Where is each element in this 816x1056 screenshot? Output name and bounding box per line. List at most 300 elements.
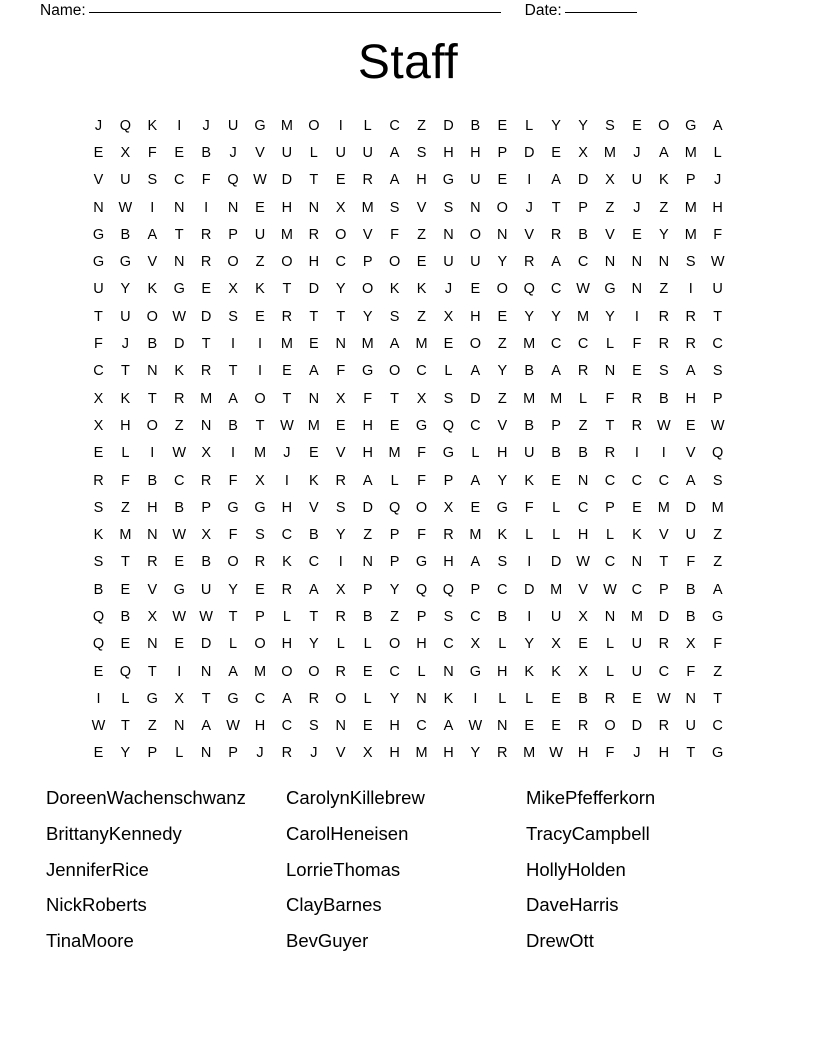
- grid-cell[interactable]: T: [255, 417, 265, 434]
- grid-cell[interactable]: A: [551, 254, 561, 271]
- grid-cell[interactable]: O: [281, 663, 293, 680]
- grid-cell[interactable]: C: [254, 690, 266, 707]
- grid-cell[interactable]: S: [335, 499, 346, 516]
- grid-cell[interactable]: X: [551, 636, 561, 653]
- grid-cell[interactable]: P: [416, 608, 427, 625]
- grid-cell[interactable]: P: [389, 554, 400, 571]
- grid-cell[interactable]: G: [469, 663, 481, 680]
- grid-cell[interactable]: Y: [120, 745, 131, 762]
- grid-cell[interactable]: E: [632, 499, 642, 516]
- grid-cell[interactable]: T: [228, 363, 238, 380]
- grid-cell[interactable]: X: [578, 144, 588, 161]
- grid-cell[interactable]: U: [93, 281, 104, 298]
- grid-cell[interactable]: V: [605, 226, 615, 243]
- grid-cell[interactable]: V: [335, 745, 346, 762]
- grid-cell[interactable]: C: [631, 581, 643, 598]
- grid-cell[interactable]: C: [658, 663, 670, 680]
- grid-cell[interactable]: U: [362, 144, 373, 161]
- grid-cell[interactable]: F: [713, 636, 723, 653]
- grid-cell[interactable]: G: [604, 281, 616, 298]
- grid-cell[interactable]: H: [120, 417, 131, 434]
- grid-cell[interactable]: O: [496, 199, 508, 216]
- grid-cell[interactable]: T: [174, 226, 184, 243]
- grid-cell[interactable]: P: [362, 254, 373, 271]
- grid-cell[interactable]: M: [684, 144, 697, 161]
- grid-cell[interactable]: D: [470, 390, 481, 407]
- grid-cell[interactable]: R: [631, 417, 643, 434]
- grid-cell[interactable]: W: [280, 417, 294, 434]
- grid-cell[interactable]: F: [94, 336, 103, 353]
- grid-cell[interactable]: M: [388, 445, 401, 462]
- grid-cell[interactable]: W: [172, 527, 187, 544]
- grid-cell[interactable]: H: [389, 718, 400, 735]
- grid-cell[interactable]: C: [712, 336, 723, 353]
- grid-cell[interactable]: N: [497, 226, 508, 243]
- grid-cell[interactable]: H: [254, 718, 266, 735]
- grid-cell[interactable]: B: [578, 226, 588, 243]
- grid-cell[interactable]: Q: [523, 281, 535, 298]
- grid-cell[interactable]: L: [229, 636, 238, 653]
- grid-cell[interactable]: S: [309, 718, 319, 735]
- word-list-item[interactable]: DaveHarris: [526, 894, 619, 916]
- grid-cell[interactable]: J: [525, 199, 533, 216]
- grid-cell[interactable]: H: [577, 745, 589, 762]
- grid-cell[interactable]: E: [470, 499, 481, 516]
- grid-cell[interactable]: V: [147, 581, 158, 598]
- grid-cell[interactable]: A: [389, 336, 400, 353]
- grid-cell[interactable]: P: [228, 745, 238, 762]
- grid-cell[interactable]: Q: [119, 117, 132, 134]
- grid-cell[interactable]: B: [578, 445, 588, 462]
- grid-cell[interactable]: J: [310, 745, 318, 762]
- grid-cell[interactable]: X: [416, 390, 427, 407]
- grid-cell[interactable]: H: [416, 172, 427, 189]
- grid-cell[interactable]: M: [684, 226, 697, 243]
- grid-cell[interactable]: L: [121, 690, 130, 707]
- grid-cell[interactable]: A: [309, 581, 319, 598]
- grid-cell[interactable]: E: [497, 172, 508, 189]
- grid-cell[interactable]: R: [200, 363, 212, 380]
- grid-cell[interactable]: H: [712, 199, 723, 216]
- grid-cell[interactable]: C: [281, 527, 293, 544]
- grid-cell[interactable]: W: [172, 608, 187, 625]
- grid-cell[interactable]: Z: [713, 527, 723, 544]
- grid-cell[interactable]: F: [147, 144, 157, 161]
- grid-cell[interactable]: U: [443, 254, 454, 271]
- grid-cell[interactable]: N: [147, 636, 158, 653]
- grid-cell[interactable]: C: [173, 472, 185, 489]
- grid-cell[interactable]: N: [416, 690, 427, 707]
- grid-cell[interactable]: X: [174, 690, 185, 707]
- grid-cell[interactable]: M: [200, 390, 213, 407]
- grid-cell[interactable]: N: [173, 254, 185, 271]
- grid-cell[interactable]: H: [362, 417, 373, 434]
- grid-cell[interactable]: H: [389, 745, 400, 762]
- grid-cell[interactable]: G: [119, 254, 132, 271]
- grid-cell[interactable]: L: [282, 608, 291, 625]
- grid-cell[interactable]: E: [578, 636, 588, 653]
- grid-cell[interactable]: Z: [417, 226, 426, 243]
- grid-cell[interactable]: A: [362, 472, 373, 489]
- grid-cell[interactable]: C: [281, 718, 293, 735]
- grid-cell[interactable]: K: [524, 663, 535, 680]
- grid-cell[interactable]: Y: [551, 117, 561, 134]
- grid-cell[interactable]: Z: [147, 718, 157, 735]
- grid-cell[interactable]: T: [659, 554, 669, 571]
- grid-cell[interactable]: C: [443, 636, 454, 653]
- grid-cell[interactable]: Z: [363, 527, 373, 544]
- grid-cell[interactable]: K: [147, 281, 158, 298]
- grid-cell[interactable]: J: [714, 172, 722, 189]
- grid-cell[interactable]: Q: [712, 445, 724, 462]
- grid-cell[interactable]: M: [684, 199, 697, 216]
- grid-cell[interactable]: B: [685, 581, 696, 598]
- grid-cell[interactable]: R: [281, 308, 293, 325]
- grid-cell[interactable]: P: [362, 581, 373, 598]
- grid-cell[interactable]: O: [308, 117, 320, 134]
- grid-cell[interactable]: Y: [389, 581, 400, 598]
- grid-cell[interactable]: C: [604, 472, 616, 489]
- grid-cell[interactable]: U: [227, 117, 239, 134]
- grid-cell[interactable]: L: [363, 117, 372, 134]
- grid-cell[interactable]: F: [336, 363, 346, 380]
- grid-cell[interactable]: N: [173, 199, 185, 216]
- grid-cell[interactable]: X: [605, 172, 615, 189]
- grid-cell[interactable]: T: [94, 308, 103, 325]
- grid-cell[interactable]: O: [335, 226, 347, 243]
- grid-cell[interactable]: E: [309, 445, 319, 462]
- grid-cell[interactable]: E: [255, 308, 265, 325]
- grid-cell[interactable]: K: [551, 663, 561, 680]
- grid-cell[interactable]: J: [256, 745, 264, 762]
- grid-cell[interactable]: Q: [92, 636, 105, 653]
- grid-cell[interactable]: E: [685, 417, 696, 434]
- grid-cell[interactable]: E: [255, 199, 265, 216]
- grid-cell[interactable]: L: [713, 144, 722, 161]
- grid-cell[interactable]: D: [550, 554, 562, 571]
- grid-cell[interactable]: W: [199, 608, 213, 625]
- word-list-item[interactable]: MikePfefferkorn: [526, 787, 656, 808]
- grid-cell[interactable]: U: [685, 718, 696, 735]
- grid-cell[interactable]: D: [443, 117, 454, 134]
- grid-cell[interactable]: X: [255, 472, 265, 489]
- grid-cell[interactable]: C: [389, 663, 400, 680]
- grid-cell[interactable]: U: [335, 144, 346, 161]
- grid-cell[interactable]: R: [577, 363, 589, 380]
- grid-cell[interactable]: K: [93, 527, 104, 544]
- grid-cell[interactable]: K: [120, 390, 131, 407]
- grid-cell[interactable]: S: [443, 390, 454, 407]
- grid-cell[interactable]: R: [335, 608, 346, 625]
- grid-cell[interactable]: C: [550, 281, 562, 298]
- grid-cell[interactable]: K: [255, 281, 265, 298]
- grid-cell[interactable]: M: [119, 527, 132, 544]
- grid-cell[interactable]: Y: [470, 745, 481, 762]
- grid-cell[interactable]: I: [634, 308, 639, 325]
- grid-cell[interactable]: T: [282, 390, 292, 407]
- grid-cell[interactable]: P: [712, 390, 723, 407]
- grid-cell[interactable]: L: [498, 690, 507, 707]
- grid-cell[interactable]: K: [389, 281, 400, 298]
- grid-cell[interactable]: N: [200, 417, 212, 434]
- grid-cell[interactable]: G: [173, 281, 185, 298]
- grid-cell[interactable]: D: [200, 636, 212, 653]
- grid-cell[interactable]: U: [254, 226, 266, 243]
- grid-cell[interactable]: V: [93, 172, 104, 189]
- grid-cell[interactable]: R: [604, 690, 616, 707]
- grid-cell[interactable]: Q: [119, 663, 132, 680]
- name-write-line[interactable]: [89, 12, 501, 13]
- grid-cell[interactable]: G: [227, 499, 239, 516]
- grid-cell[interactable]: T: [309, 172, 319, 189]
- grid-cell[interactable]: Y: [524, 636, 535, 653]
- grid-cell[interactable]: H: [470, 308, 481, 325]
- grid-cell[interactable]: Z: [578, 417, 588, 434]
- grid-cell[interactable]: R: [200, 226, 212, 243]
- grid-cell[interactable]: A: [470, 363, 481, 380]
- grid-cell[interactable]: S: [658, 363, 669, 380]
- grid-cell[interactable]: A: [712, 117, 723, 134]
- grid-cell[interactable]: V: [335, 445, 346, 462]
- grid-cell[interactable]: W: [549, 745, 563, 762]
- grid-cell[interactable]: A: [228, 663, 238, 680]
- grid-cell[interactable]: C: [308, 554, 320, 571]
- grid-cell[interactable]: L: [471, 445, 480, 462]
- grid-cell[interactable]: T: [201, 690, 211, 707]
- grid-cell[interactable]: F: [417, 527, 426, 544]
- grid-cell[interactable]: M: [657, 499, 670, 516]
- grid-cell[interactable]: D: [173, 336, 185, 353]
- grid-cell[interactable]: J: [283, 445, 291, 462]
- grid-cell[interactable]: F: [524, 499, 534, 516]
- grid-cell[interactable]: B: [470, 117, 481, 134]
- grid-cell[interactable]: Y: [362, 308, 373, 325]
- grid-cell[interactable]: S: [228, 308, 238, 325]
- grid-cell[interactable]: E: [524, 718, 535, 735]
- grid-cell[interactable]: P: [497, 144, 508, 161]
- grid-cell[interactable]: M: [469, 527, 482, 544]
- grid-cell[interactable]: G: [712, 608, 724, 625]
- grid-cell[interactable]: V: [578, 581, 588, 598]
- grid-cell[interactable]: T: [309, 608, 319, 625]
- grid-cell[interactable]: Q: [227, 172, 239, 189]
- grid-cell[interactable]: X: [470, 636, 481, 653]
- grid-cell[interactable]: S: [712, 363, 723, 380]
- grid-cell[interactable]: R: [685, 308, 696, 325]
- grid-cell[interactable]: B: [497, 608, 508, 625]
- grid-cell[interactable]: K: [524, 472, 535, 489]
- grid-cell[interactable]: F: [120, 472, 130, 489]
- grid-cell[interactable]: N: [335, 718, 346, 735]
- grid-cell[interactable]: T: [605, 417, 615, 434]
- grid-cell[interactable]: D: [362, 499, 373, 516]
- grid-cell[interactable]: J: [94, 117, 103, 134]
- grid-cell[interactable]: Y: [228, 581, 238, 598]
- grid-cell[interactable]: U: [120, 172, 131, 189]
- word-list-item[interactable]: BrittanyKennedy: [46, 822, 182, 844]
- grid-cell[interactable]: N: [470, 199, 481, 216]
- grid-cell[interactable]: Y: [497, 254, 508, 271]
- grid-cell[interactable]: X: [201, 445, 211, 462]
- grid-cell[interactable]: T: [309, 308, 319, 325]
- grid-cell[interactable]: A: [551, 363, 561, 380]
- grid-cell[interactable]: T: [147, 390, 157, 407]
- grid-cell[interactable]: Z: [659, 199, 669, 216]
- grid-cell[interactable]: R: [281, 745, 293, 762]
- grid-cell[interactable]: N: [93, 199, 104, 216]
- grid-cell[interactable]: O: [146, 417, 158, 434]
- grid-cell[interactable]: O: [308, 663, 320, 680]
- grid-cell[interactable]: S: [389, 199, 400, 216]
- grid-cell[interactable]: M: [523, 745, 536, 762]
- grid-cell[interactable]: O: [469, 336, 481, 353]
- grid-cell[interactable]: K: [282, 554, 292, 571]
- grid-cell[interactable]: P: [147, 745, 158, 762]
- grid-cell[interactable]: J: [121, 336, 129, 353]
- word-list-item[interactable]: CarolynKillebrew: [286, 787, 425, 808]
- grid-cell[interactable]: L: [121, 445, 130, 462]
- grid-cell[interactable]: L: [525, 117, 534, 134]
- grid-cell[interactable]: A: [712, 581, 723, 598]
- grid-cell[interactable]: N: [604, 363, 616, 380]
- grid-cell[interactable]: V: [255, 144, 265, 161]
- grid-cell[interactable]: O: [658, 117, 670, 134]
- grid-cell[interactable]: A: [685, 472, 696, 489]
- grid-cell[interactable]: U: [685, 527, 696, 544]
- grid-cell[interactable]: N: [631, 281, 643, 298]
- grid-cell[interactable]: F: [390, 226, 400, 243]
- grid-cell[interactable]: M: [711, 499, 724, 516]
- grid-cell[interactable]: L: [579, 390, 588, 407]
- grid-cell[interactable]: S: [93, 499, 104, 516]
- grid-cell[interactable]: M: [361, 336, 374, 353]
- grid-cell[interactable]: R: [308, 226, 320, 243]
- grid-cell[interactable]: G: [712, 745, 724, 762]
- grid-cell[interactable]: E: [551, 472, 561, 489]
- grid-cell[interactable]: V: [362, 226, 373, 243]
- grid-cell[interactable]: R: [658, 718, 670, 735]
- grid-cell[interactable]: I: [284, 472, 289, 489]
- grid-cell[interactable]: G: [146, 690, 158, 707]
- grid-cell[interactable]: G: [685, 117, 697, 134]
- grid-cell[interactable]: A: [685, 363, 696, 380]
- grid-cell[interactable]: D: [523, 144, 535, 161]
- grid-cell[interactable]: F: [228, 472, 238, 489]
- grid-cell[interactable]: L: [552, 499, 561, 516]
- grid-cell[interactable]: H: [362, 445, 373, 462]
- grid-cell[interactable]: P: [551, 417, 561, 434]
- grid-cell[interactable]: R: [443, 527, 454, 544]
- grid-cell[interactable]: E: [551, 718, 561, 735]
- grid-cell[interactable]: V: [147, 254, 158, 271]
- grid-cell[interactable]: E: [255, 581, 265, 598]
- grid-cell[interactable]: J: [444, 281, 453, 298]
- grid-cell[interactable]: G: [227, 690, 239, 707]
- grid-cell[interactable]: B: [362, 608, 373, 625]
- grid-cell[interactable]: C: [173, 172, 185, 189]
- grid-cell[interactable]: E: [497, 308, 508, 325]
- grid-cell[interactable]: N: [604, 608, 616, 625]
- word-list-item[interactable]: CarolHeneisen: [286, 822, 409, 844]
- grid-cell[interactable]: J: [633, 144, 641, 161]
- grid-cell[interactable]: I: [661, 445, 666, 462]
- grid-cell[interactable]: O: [362, 281, 374, 298]
- grid-cell[interactable]: G: [254, 499, 266, 516]
- grid-cell[interactable]: R: [658, 336, 670, 353]
- grid-cell[interactable]: Z: [605, 199, 615, 216]
- grid-cell[interactable]: I: [338, 554, 343, 571]
- grid-cell[interactable]: M: [550, 581, 563, 598]
- grid-cell[interactable]: R: [550, 226, 562, 243]
- grid-cell[interactable]: L: [363, 636, 372, 653]
- word-list-item[interactable]: LorrieThomas: [286, 858, 401, 880]
- grid-cell[interactable]: B: [578, 690, 588, 707]
- grid-cell[interactable]: L: [525, 690, 534, 707]
- grid-cell[interactable]: I: [634, 445, 639, 462]
- grid-cell[interactable]: D: [658, 608, 670, 625]
- grid-cell[interactable]: P: [228, 226, 238, 243]
- grid-cell[interactable]: C: [93, 363, 104, 380]
- grid-cell[interactable]: O: [281, 254, 293, 271]
- grid-cell[interactable]: G: [92, 254, 105, 271]
- grid-cell[interactable]: B: [551, 445, 561, 462]
- grid-cell[interactable]: O: [254, 636, 266, 653]
- grid-cell[interactable]: M: [280, 117, 293, 134]
- grid-cell[interactable]: O: [604, 718, 616, 735]
- grid-cell[interactable]: C: [470, 417, 481, 434]
- grid-cell[interactable]: W: [468, 718, 483, 735]
- grid-cell[interactable]: M: [577, 308, 590, 325]
- grid-cell[interactable]: B: [120, 608, 131, 625]
- grid-cell[interactable]: Z: [390, 608, 400, 625]
- grid-cell[interactable]: N: [362, 554, 373, 571]
- grid-cell[interactable]: G: [442, 172, 455, 189]
- grid-cell[interactable]: M: [253, 445, 267, 462]
- grid-cell[interactable]: L: [336, 636, 345, 653]
- grid-cell[interactable]: Y: [524, 308, 535, 325]
- grid-cell[interactable]: M: [361, 199, 374, 216]
- word-list-item[interactable]: DrewOtt: [526, 930, 594, 952]
- grid-cell[interactable]: E: [335, 172, 346, 189]
- grid-cell[interactable]: Z: [174, 417, 184, 434]
- grid-cell[interactable]: H: [281, 199, 293, 216]
- grid-cell[interactable]: X: [201, 527, 211, 544]
- grid-cell[interactable]: W: [91, 718, 106, 735]
- grid-cell[interactable]: V: [309, 499, 319, 516]
- grid-cell[interactable]: P: [470, 581, 481, 598]
- grid-cell[interactable]: E: [632, 363, 642, 380]
- grid-cell[interactable]: C: [577, 499, 589, 516]
- grid-cell[interactable]: O: [146, 308, 158, 325]
- grid-cell[interactable]: A: [658, 144, 669, 161]
- grid-cell[interactable]: C: [416, 363, 427, 380]
- grid-cell[interactable]: H: [658, 745, 670, 762]
- grid-cell[interactable]: L: [605, 663, 615, 680]
- grid-cell[interactable]: D: [308, 281, 320, 298]
- grid-cell[interactable]: L: [309, 144, 318, 161]
- grid-cell[interactable]: A: [201, 718, 211, 735]
- grid-cell[interactable]: Q: [415, 581, 428, 598]
- grid-cell[interactable]: K: [309, 472, 319, 489]
- grid-cell[interactable]: V: [658, 527, 669, 544]
- grid-cell[interactable]: E: [416, 254, 427, 271]
- grid-cell[interactable]: P: [658, 581, 669, 598]
- grid-cell[interactable]: E: [389, 417, 400, 434]
- grid-cell[interactable]: J: [202, 117, 210, 134]
- grid-cell[interactable]: E: [93, 663, 104, 680]
- grid-cell[interactable]: E: [93, 445, 104, 462]
- grid-cell[interactable]: F: [686, 663, 696, 680]
